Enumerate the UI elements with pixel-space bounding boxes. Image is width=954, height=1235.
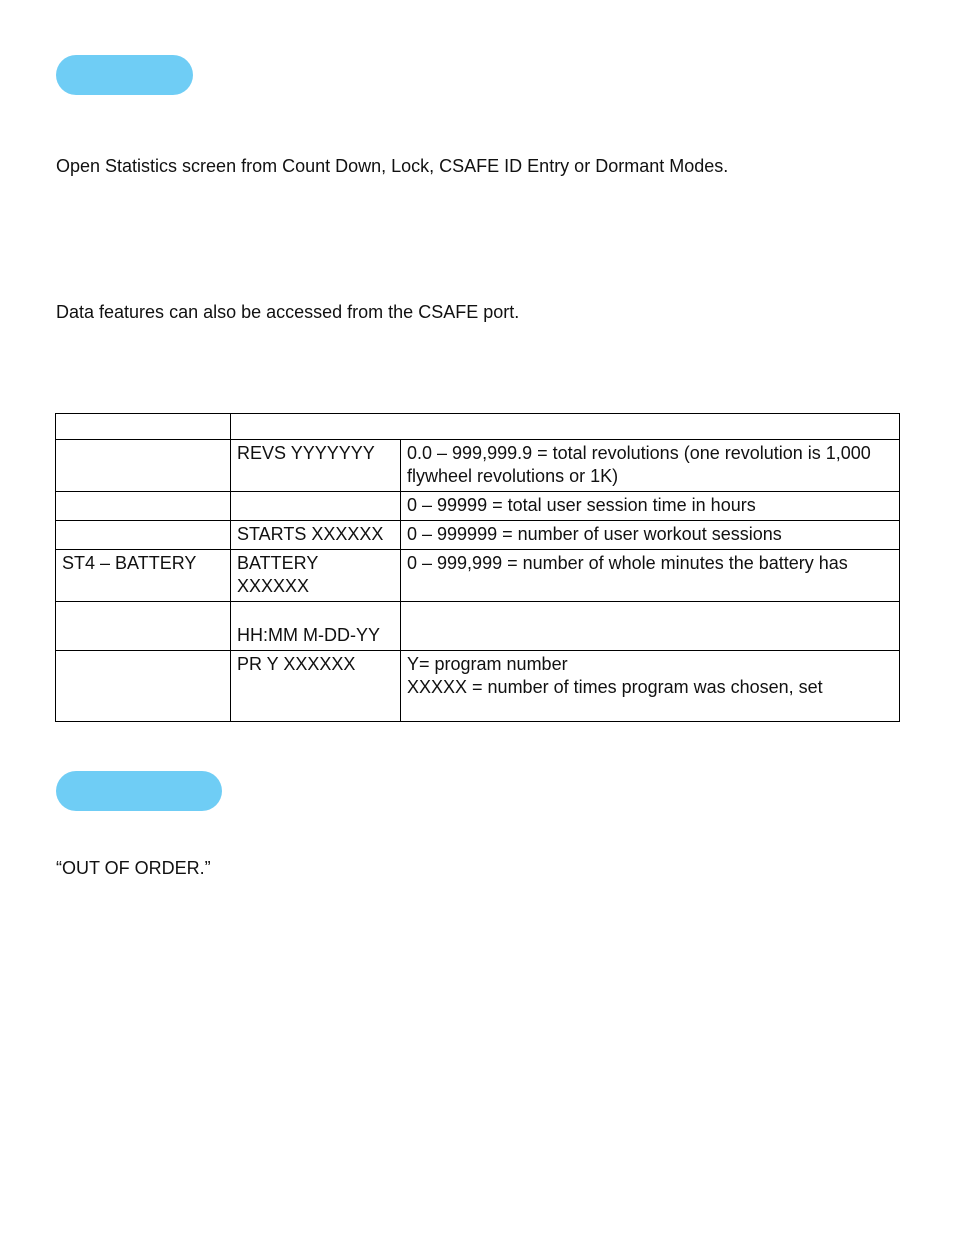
table-cell-description xyxy=(401,602,900,651)
table-row xyxy=(56,440,900,492)
table-cell-screen xyxy=(56,440,231,492)
table-cell-display: BATTERY XXXXXX xyxy=(231,550,401,602)
table-cell-screen xyxy=(56,414,231,440)
table-cell-display xyxy=(231,492,401,521)
table-cell-description: 0 – 999999 = number of user workout sessions xyxy=(401,521,900,550)
table-row xyxy=(56,651,900,722)
csafe-note-text: Data features can also be accessed from the CSAFE port. xyxy=(56,302,520,322)
out-of-order-text: “OUT OF ORDER.” xyxy=(56,858,211,878)
table-cell-screen: ST4 – BATTERY xyxy=(56,550,231,602)
section-header-pill xyxy=(56,771,222,811)
table-row xyxy=(56,602,900,651)
table-cell-description: Y= program number XXXXX = number of times program was chosen, set xyxy=(401,651,900,722)
table-cell-screen xyxy=(56,602,231,651)
table-cell-description: 0.0 – 999,999.9 = total revolutions (one revolution is 1,000 flywheel revolutions or 1K) xyxy=(401,440,900,492)
table-cell-screen xyxy=(56,521,231,550)
table-row xyxy=(56,492,900,521)
table-cell-display: HH:MM M-DD-YY xyxy=(231,602,401,651)
table-cell-screen xyxy=(56,651,231,722)
table-row xyxy=(56,550,900,602)
table-cell-display: STARTS XXXXXX xyxy=(231,521,401,550)
table-cell-description: 0 – 999,999 = number of whole minutes the battery has xyxy=(401,550,900,602)
statistics-table xyxy=(55,413,900,722)
table-cell-display: PR Y XXXXXX xyxy=(231,651,401,722)
table-cell-description: 0 – 99999 = total user session time in hours xyxy=(401,492,900,521)
statistics-intro-text: Open Statistics screen from Count Down, Lock, CSAFE ID Entry or Dormant Modes. xyxy=(56,156,729,176)
table-header-row xyxy=(56,414,900,440)
table-row xyxy=(56,521,900,550)
table-cell-screen xyxy=(56,492,231,521)
table-cell-display xyxy=(231,414,900,440)
section-header-pill xyxy=(56,55,193,95)
table-cell-display: REVS YYYYYYY xyxy=(231,440,401,492)
